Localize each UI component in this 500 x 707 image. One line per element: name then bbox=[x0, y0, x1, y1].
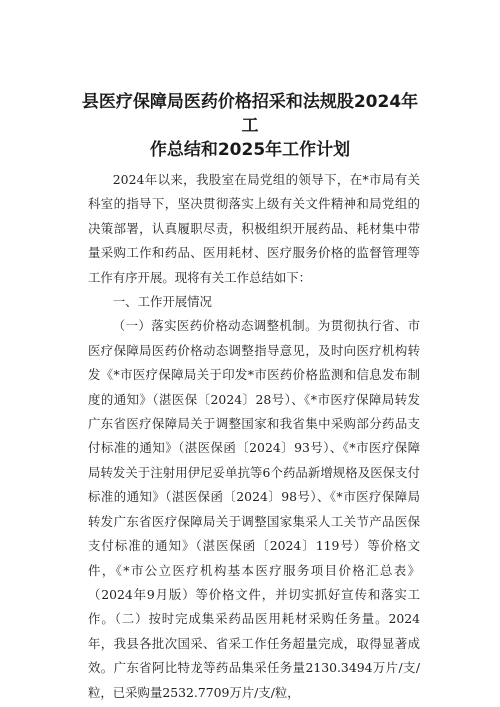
title-line-1: 县医疗保障局医药价格招采和法规股2024年工 bbox=[81, 92, 419, 136]
document-title bbox=[76, 0, 424, 162]
document-body bbox=[88, 168, 420, 705]
section-heading: 一、工作开展情况 bbox=[112, 294, 212, 310]
intro-paragraph: 2024年以来，我股室在局党组的领导下，在*市局有关科室的指导下，坚决贯彻落实上级有关文件精神和局党组的决策部署，认真履职尽责，积极组织开展药品、耗材集中带量采购工作和药品、医用耗材、医疗服务价格的监督管理等工作有序开展。现将有关工作总结如下： bbox=[88, 172, 420, 285]
title-line-2: 作总结和2025年工作计划 bbox=[149, 140, 351, 160]
section-paragraph: （一）落实医药价格动态调整机制。为贯彻执行省、市医疗保障局医药价格动态调整指导意见，及时向医疗机构转发《*市医疗保障局关于印发*市医药价格监测和信息发布制度的通知》（湛医保〔2024〕28号）、《*市医疗保障局转发广东省医疗保障局关于调整国家和我省集中采购部分药品支付标准的通知》（湛医保函〔2024〕93号）、《*市医疗保障局转发关于注射用伊尼妥单抗等6个药品新增规格及医保支付标准的通知》（湛医保函〔2024〕98号）、《*市医疗保障局转发广东省医疗保障局关于调整国家集采人工关节产品医保支付标准的通知》（湛医保函〔2024〕119号）等价格文件，《*市公立医疗机构基本医疗服务项目价格汇总表》（2024年9月版）等价格文件，并切实抓好宣传和落实工作。（二）按时完成集采药品医用耗材采购任务量。2024年，我县各批次国采、省采工作任务超量完成，取得显著成效。广东省阿比特龙等药品集采任务量2130.3494万片/支/粒，已采购量2532.7709万片/支/粒， bbox=[88, 318, 420, 700]
